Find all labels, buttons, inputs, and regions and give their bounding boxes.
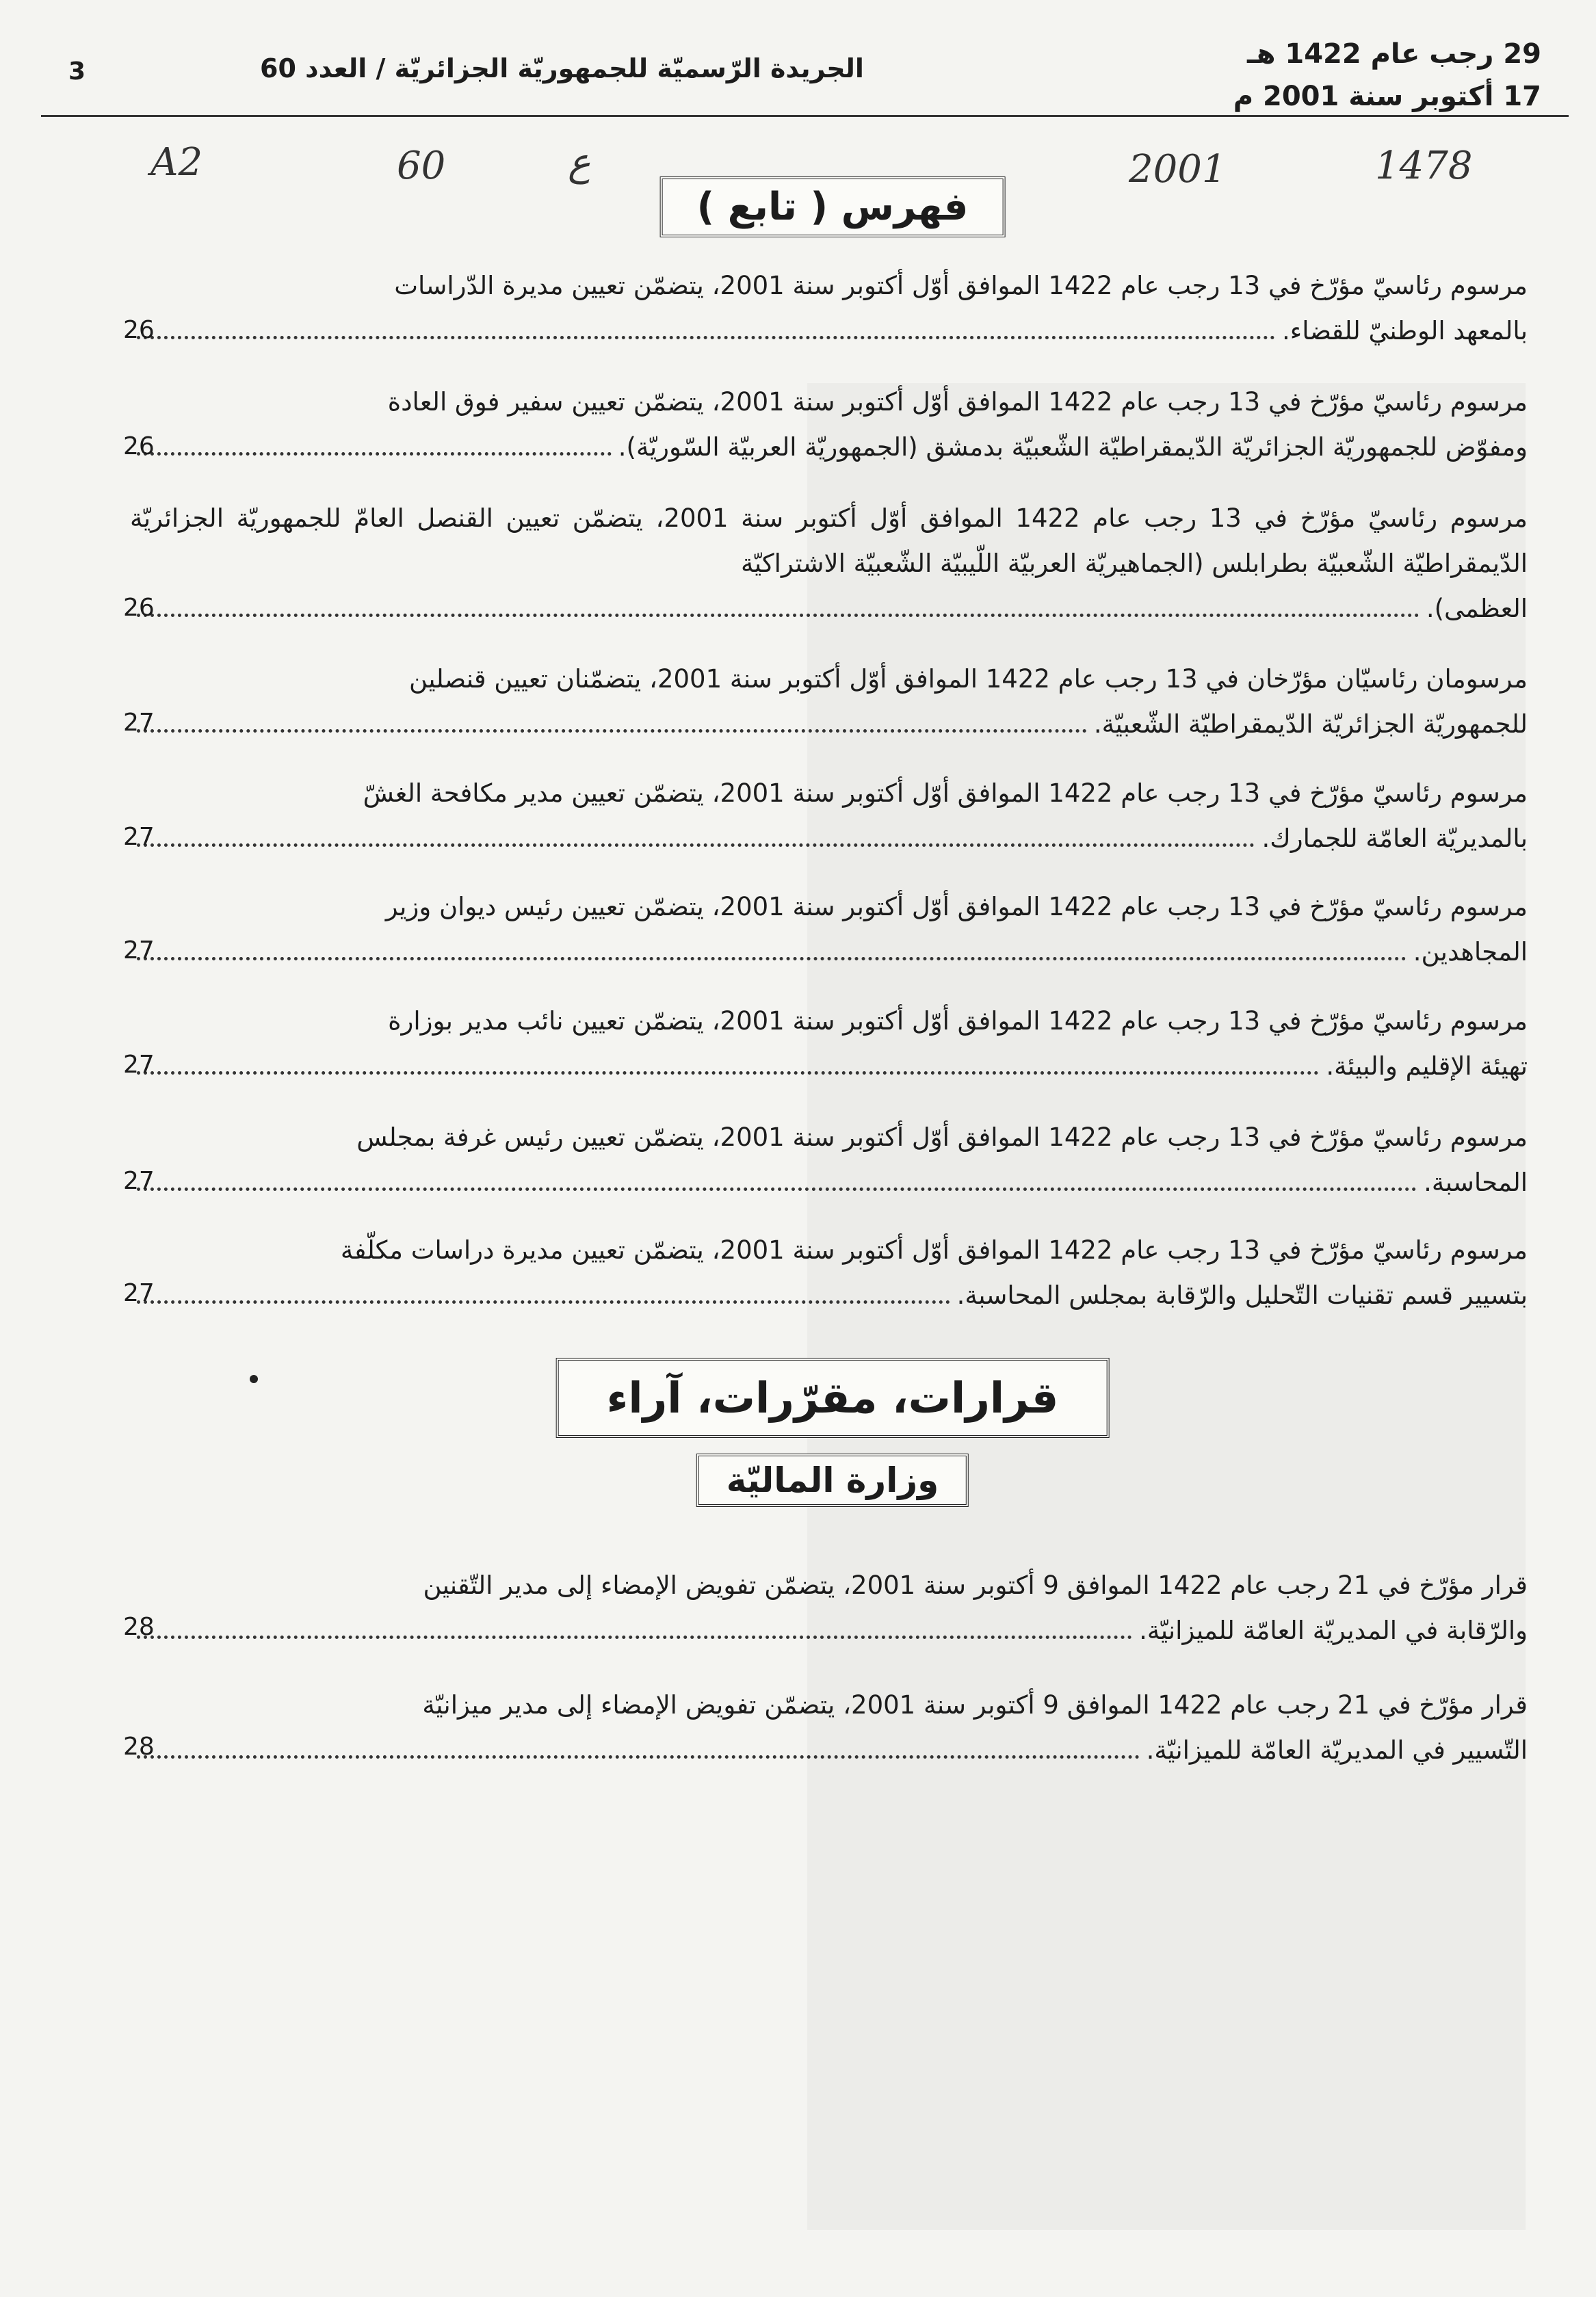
entry-tail: والرّقابة في المديريّة العامّة للميزانيّة. xyxy=(1139,1616,1528,1645)
entry-tail: التّسيير في المديريّة العامّة للميزانيّة. xyxy=(1146,1735,1528,1765)
leader-dots xyxy=(137,614,1420,617)
entry-lead: مرسوم رئاسيّ مؤرّخ في 13 رجب عام 1422 الموافق أوّل أكتوبر سنة 2001، يتضمّن تعيين رئيس ديوان وزير xyxy=(385,892,1528,921)
section2-title: قرارات، مقرّرات، آراء xyxy=(606,1373,1059,1423)
handwritten-note-b: 60 xyxy=(397,144,446,188)
list-item xyxy=(130,1228,1528,1318)
leader-dots xyxy=(137,1755,1140,1759)
entry-lead: مرسوم رئاسيّ مؤرّخ في 13 رجب عام 1422 الموافق أوّل أكتوبر سنة 2001، يتضمّن تعيين مديرة الدّراسات xyxy=(394,271,1528,300)
ministry-title-box xyxy=(696,1454,969,1507)
ministry-title: وزارة الماليّة xyxy=(726,1460,939,1500)
entry-lead: قرار مؤرّخ في 21 رجب عام 1422 الموافق 9 أكتوبر سنة 2001، يتضمّن تفويض الإمضاء إلى مدير ميزانيّة xyxy=(422,1690,1528,1720)
list-item xyxy=(130,380,1528,470)
list-item xyxy=(130,657,1528,747)
entry-page-number: 27 xyxy=(123,709,155,737)
leader-dots xyxy=(137,1636,1132,1639)
list-item xyxy=(130,1115,1528,1205)
page-header xyxy=(41,27,1569,112)
leader-dots xyxy=(137,1187,1417,1191)
entry-tail: العظمى). xyxy=(1426,594,1528,623)
entry-lead: مرسوم رئاسيّ مؤرّخ في 13 رجب عام 1422 الموافق أوّل أكتوبر سنة 2001، يتضمّن تعيين رئيس غرفة بمجلس xyxy=(356,1123,1528,1152)
header-date-gregorian: 17 أكتوبر سنة 2001 م xyxy=(1233,81,1541,112)
section-title-box xyxy=(660,176,1006,237)
entry-lead: مرسوم رئاسيّ مؤرّخ في 13 رجب عام 1422 الموافق أوّل أكتوبر سنة 2001، يتضمّن تعيين مديرة دراسات مكلّفة xyxy=(340,1235,1528,1265)
section-title: فهرس ( تابع ) xyxy=(696,185,969,229)
handwritten-note-a: A2 xyxy=(151,140,203,185)
entry-page-number: 26 xyxy=(123,316,155,344)
entry-lead: مرسوم رئاسيّ مؤرّخ في 13 رجب عام 1422 الموافق أوّل أكتوبر سنة 2001، يتضمّن تعيين سفير فوق العادة xyxy=(387,387,1528,417)
header-page-number: 3 xyxy=(68,57,86,86)
leader-dots xyxy=(137,843,1255,847)
list-item xyxy=(130,1683,1528,1773)
entry-tail: بالمديريّة العامّة للجمارك. xyxy=(1261,824,1528,853)
entry-page-number: 27 xyxy=(123,936,155,964)
list-item xyxy=(130,263,1528,354)
header-dates xyxy=(1233,33,1541,118)
entry-lead: مرسوم رئاسيّ مؤرّخ في 13 رجب عام 1422 الموافق أوّل أكتوبر سنة 2001، يتضمّن تعيين مدير مكافحة الغشّ xyxy=(363,778,1528,808)
list-item xyxy=(130,1563,1528,1653)
list-item xyxy=(130,884,1528,975)
entry-tail: المجاهدين. xyxy=(1413,937,1528,967)
list-item xyxy=(130,771,1528,861)
header-rule xyxy=(41,115,1569,117)
entry-tail: للجمهوريّة الجزائريّة الدّيمقراطيّة الشّعبيّة. xyxy=(1093,709,1528,739)
leader-dots xyxy=(137,452,612,456)
entry-tail: المحاسبة. xyxy=(1424,1168,1528,1197)
entry-lead: مرسومان رئاسيّان مؤرّخان في 13 رجب عام 1422 الموافق أوّل أكتوبر سنة 2001، يتضمّنان تعيين قنصلين xyxy=(409,664,1528,694)
entry-lead: مرسوم رئاسيّ مؤرّخ في 13 رجب عام 1422 الموافق أوّل أكتوبر سنة 2001، يتضمّن تعيين نائب مدير بوزارة xyxy=(388,1006,1528,1036)
handwritten-note-e: 1478 xyxy=(1375,144,1473,188)
entry-page-number: 26 xyxy=(123,432,155,460)
handwritten-note-d: 2001 xyxy=(1129,147,1227,192)
entry-lead: مرسوم رئاسيّ مؤرّخ في 13 رجب عام 1422 الموافق أوّل أكتوبر سنة 2001، يتضمّن تعيين القنصل العامّ للجمهوريّة الجزائريّة الدّيمقراطيّة الشّعبيّة بطرابلس (الجماهيريّة العربيّة اللّيبيّة الشّعبيّة الاشتراكيّة xyxy=(130,503,1528,578)
entry-tail: ومفوّض للجمهوريّة الجزائريّة الدّيمقراطيّة الشّعبيّة بدمشق (الجمهوريّة العربيّة السّوريّة). xyxy=(618,432,1528,462)
entry-page-number: 27 xyxy=(123,1167,155,1195)
leader-dots xyxy=(137,1071,1319,1075)
leader-dots xyxy=(137,1300,950,1304)
entry-page-number: 27 xyxy=(123,823,155,851)
leader-dots xyxy=(137,957,1407,960)
list-item xyxy=(130,999,1528,1089)
entry-tail: بالمعهد الوطنيّ للقضاء. xyxy=(1282,316,1528,345)
entry-page-number: 26 xyxy=(123,594,155,622)
entry-page-number: 28 xyxy=(123,1733,155,1761)
leader-dots xyxy=(137,729,1087,733)
list-item xyxy=(130,496,1528,631)
header-title: الجريدة الرّسميّة للجمهوريّة الجزائريّة / العدد 60 xyxy=(260,53,864,83)
entry-page-number: 28 xyxy=(123,1613,155,1641)
handwritten-note-c: ع xyxy=(568,140,591,185)
entry-page-number: 27 xyxy=(123,1051,155,1079)
entry-tail: تهيئة الإقليم والبيئة. xyxy=(1326,1051,1528,1081)
entry-lead: قرار مؤرّخ في 21 رجب عام 1422 الموافق 9 أكتوبر سنة 2001، يتضمّن تفويض الإمضاء إلى مدير التّقنين xyxy=(423,1571,1528,1600)
entry-tail: بتسيير قسم تقنيات التّحليل والرّقابة بمجلس المحاسبة. xyxy=(956,1281,1528,1310)
bullet-dot xyxy=(250,1375,258,1383)
section2-title-box xyxy=(556,1358,1110,1438)
header-date-hijri: 29 رجب عام 1422 هـ xyxy=(1247,38,1541,70)
leader-dots xyxy=(137,336,1275,339)
entry-page-number: 27 xyxy=(123,1279,155,1307)
